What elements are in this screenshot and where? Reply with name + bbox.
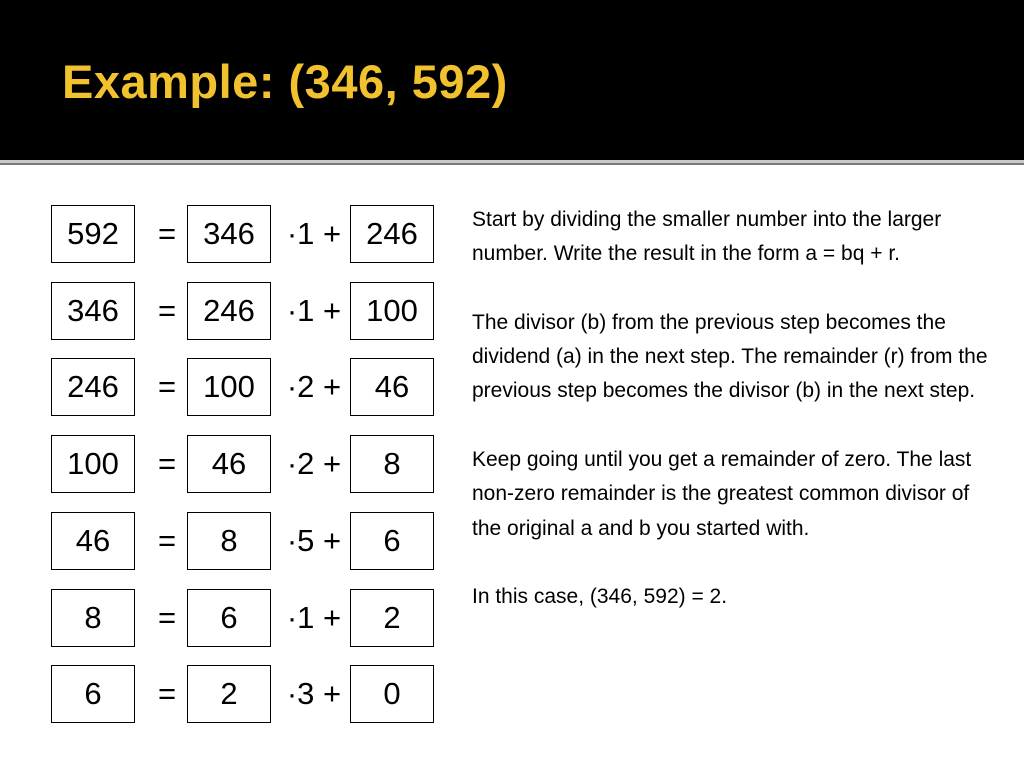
equation-row-5	[0, 512, 460, 572]
remainder-box: 0	[350, 665, 434, 723]
dividend-box: 346	[51, 282, 135, 340]
equation-row-3	[0, 358, 460, 418]
remainder-box: 46	[350, 358, 434, 416]
divisor-box: 246	[187, 282, 271, 340]
quotient-operator: ·5 +	[286, 523, 342, 558]
equation-row-2	[0, 282, 460, 342]
title-bar	[0, 0, 1024, 160]
equation-row-4	[0, 435, 460, 495]
equals-sign: =	[157, 216, 177, 251]
explanation-paragraph: Keep going until you get a remainder of zero. The last non-zero remainder is the greatest common divisor of the original a and b you started with.	[472, 448, 972, 540]
remainder-box: 6	[350, 512, 434, 570]
explanation-paragraph: Start by dividing the smaller number into the larger number. Write the result in the form a = bq + r.	[472, 208, 942, 266]
equals-sign: =	[157, 523, 177, 558]
equation-row-6	[0, 589, 460, 649]
explanation-paragraph: The divisor (b) from the previous step becomes the dividend (a) in the next step. The remainder (r) from the previous step becomes the divisor (b) in the next step.	[472, 310, 988, 403]
dividend-box: 592	[51, 205, 135, 263]
equals-sign: =	[157, 600, 177, 635]
divisor-box: 46	[187, 435, 271, 493]
quotient-operator: ·2 +	[286, 446, 342, 481]
dividend-box: 8	[51, 589, 135, 647]
dividend-box: 246	[51, 358, 135, 416]
quotient-operator: ·2 +	[286, 369, 342, 404]
divisor-box: 6	[187, 589, 271, 647]
dividend-box: 46	[51, 512, 135, 570]
explanation-paragraph: In this case, (346, 592) = 2.	[472, 585, 728, 609]
equation-row-7	[0, 665, 460, 725]
explanation-text	[472, 203, 992, 615]
dividend-box: 6	[51, 665, 135, 723]
divisor-box: 346	[187, 205, 271, 263]
divisor-box: 2	[187, 665, 271, 723]
quotient-operator: ·3 +	[286, 676, 342, 711]
divisor-box: 100	[187, 358, 271, 416]
equals-sign: =	[157, 369, 177, 404]
divisor-box: 8	[187, 512, 271, 570]
dividend-box: 100	[51, 435, 135, 493]
equation-row-1	[0, 205, 460, 265]
quotient-operator: ·1 +	[286, 216, 342, 251]
equals-sign: =	[157, 293, 177, 328]
remainder-box: 246	[350, 205, 434, 263]
quotient-operator: ·1 +	[286, 600, 342, 635]
header-divider-shadow	[0, 163, 1024, 165]
equals-sign: =	[157, 676, 177, 711]
remainder-box: 100	[350, 282, 434, 340]
remainder-box: 2	[350, 589, 434, 647]
slide-title: Example: (346, 592)	[62, 55, 508, 108]
equals-sign: =	[157, 446, 177, 481]
remainder-box: 8	[350, 435, 434, 493]
quotient-operator: ·1 +	[286, 293, 342, 328]
